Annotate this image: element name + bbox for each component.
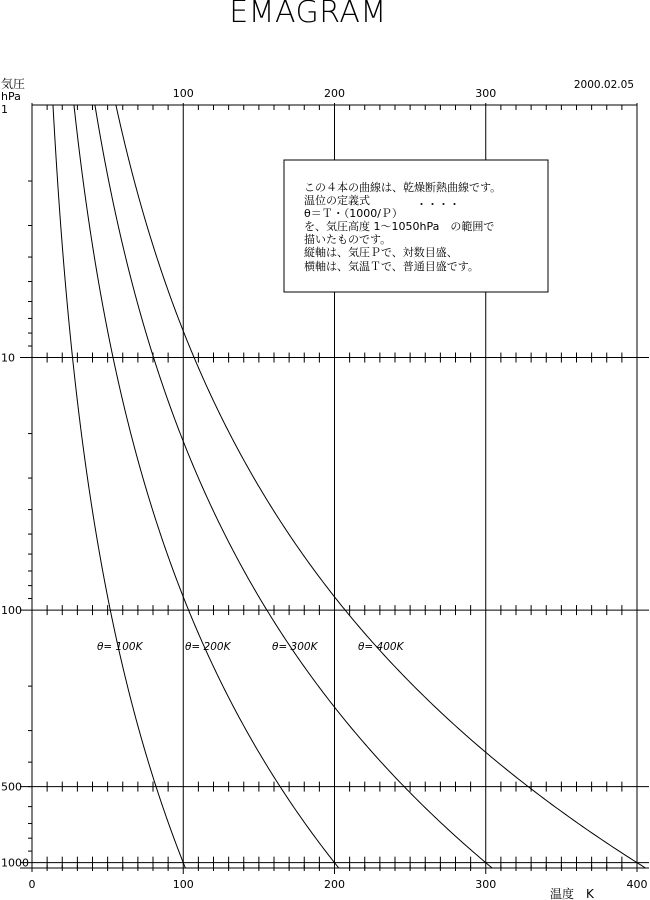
- note-line-4: を、気圧高度 1～1050hPa の範囲で: [304, 220, 495, 233]
- curve-label-300: θ= 300K: [272, 641, 318, 653]
- note-line-5: 描いたものです。: [304, 233, 392, 246]
- note-line-7: 横軸は、気温Ｔで、普通目盛です。: [304, 260, 479, 273]
- y-axis-unit: hPa: [1, 90, 21, 103]
- chart-date: 2000.02.05: [573, 79, 634, 91]
- x-axis-label: 温度 K: [550, 887, 594, 900]
- note-line-1: この４本の曲線は、乾燥断熱曲線です。: [304, 181, 502, 194]
- note-line-3: θ＝Ｔ・（1000/Ｐ）: [304, 207, 403, 220]
- x-tick-label-top: 300: [475, 87, 497, 100]
- y-tick-label: 10: [1, 351, 15, 365]
- note-box: [284, 160, 548, 292]
- y-axis-label: 気圧: [1, 77, 26, 91]
- x-tick-label-top: 100: [172, 87, 194, 100]
- x-tick-label-bottom: 0: [28, 878, 36, 891]
- y-tick-label: 100: [1, 604, 22, 618]
- note-line-6: 縦軸は、気圧Ｐで、対数目盛、: [304, 246, 458, 259]
- adiabat-100: [53, 105, 185, 868]
- x-tick-label-top: 200: [324, 87, 345, 100]
- note-superscript: ・・・・: [416, 198, 460, 211]
- curve-label-200: θ= 200K: [185, 641, 231, 653]
- x-tick-label-bottom: 400: [626, 878, 648, 891]
- x-tick-label-bottom: 100: [172, 878, 194, 891]
- y-tick-label: 500: [1, 780, 22, 794]
- x-tick-label-bottom: 300: [475, 878, 497, 891]
- note-line-2: 温位の定義式: [304, 194, 370, 207]
- curve-label-400: θ= 400K: [358, 641, 404, 653]
- chart-title: EMAGRAM: [229, 0, 387, 30]
- curve-label-100: θ= 100K: [97, 641, 143, 653]
- x-tick-label-bottom: 200: [324, 878, 345, 891]
- y-tick-label: 1: [1, 103, 8, 116]
- y-tick-label: 1000: [1, 856, 29, 870]
